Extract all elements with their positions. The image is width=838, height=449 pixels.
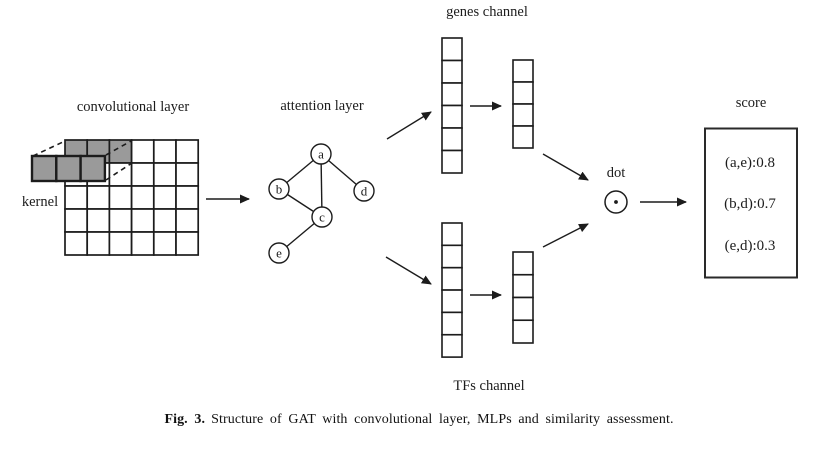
cell	[154, 163, 176, 186]
cell	[87, 186, 109, 209]
cell	[176, 163, 198, 186]
attention-graph-edges	[279, 154, 364, 253]
dot-product-icon	[605, 191, 627, 213]
tfs-channel-label: TFs channel	[453, 378, 525, 394]
tfs-long-vector	[442, 223, 462, 357]
cell	[87, 232, 109, 255]
cell	[109, 140, 131, 163]
arrow-attention-to-genes	[387, 112, 431, 139]
cell	[56, 156, 80, 181]
cell	[442, 223, 462, 245]
genes-short-vector	[513, 60, 533, 148]
cell	[132, 232, 154, 255]
cell	[442, 83, 462, 106]
graph-node-a	[311, 144, 331, 164]
cell	[442, 268, 462, 290]
conv-layer-title: convolutional layer	[76, 99, 190, 115]
cell	[132, 163, 154, 186]
cell	[87, 209, 109, 232]
genes-long-vector	[442, 38, 462, 173]
cell	[65, 209, 87, 232]
cell	[176, 209, 198, 232]
cell	[442, 61, 462, 84]
cell	[513, 126, 533, 148]
cell	[513, 60, 533, 82]
cell	[132, 209, 154, 232]
cell	[513, 298, 533, 321]
graph-node-b	[269, 179, 289, 199]
cell	[132, 186, 154, 209]
dot-label: dot	[606, 165, 626, 181]
cell	[176, 232, 198, 255]
conv-kernel	[32, 156, 105, 181]
cell	[513, 252, 533, 275]
cell	[109, 232, 131, 255]
figure-caption	[0, 412, 838, 428]
cell	[513, 275, 533, 298]
score-entry-2: (b,d):0.7	[724, 196, 776, 212]
cell	[81, 156, 105, 181]
graph-node-c	[312, 207, 332, 227]
cell	[442, 106, 462, 129]
cell	[442, 128, 462, 151]
arrow-genes-to-dot	[543, 154, 588, 180]
attention-layer-title: attention layer	[280, 98, 364, 114]
cell	[154, 209, 176, 232]
cell	[109, 163, 131, 186]
arrow-attention-to-tfs	[386, 257, 431, 284]
figure-caption-number: Fig. 3.	[164, 412, 206, 427]
score-title: score	[735, 95, 767, 111]
cell	[32, 156, 56, 181]
cell	[154, 140, 176, 163]
score-entry-3: (e,d):0.3	[724, 238, 776, 254]
node-a-label: a	[318, 146, 324, 162]
kernel-label: kernel	[21, 194, 59, 210]
cell	[442, 335, 462, 357]
node-d-label: d	[360, 183, 368, 199]
node-b-label: b	[275, 181, 283, 197]
cell	[442, 151, 462, 174]
cell	[65, 232, 87, 255]
cell	[513, 82, 533, 104]
cell	[442, 312, 462, 334]
cell	[109, 209, 131, 232]
node-c-label: c	[319, 209, 325, 225]
cell	[442, 38, 462, 61]
cell	[154, 186, 176, 209]
genes-channel-label: genes channel	[446, 4, 528, 20]
graph-node-d	[354, 181, 374, 201]
cell	[442, 290, 462, 312]
tfs-short-vector	[513, 252, 533, 343]
figure-caption-text: Structure of GAT with convolutional layer, MLPs and similarity assessment.	[211, 412, 674, 427]
cell	[513, 320, 533, 343]
cell	[65, 186, 87, 209]
cell	[442, 245, 462, 267]
cell	[176, 186, 198, 209]
score-entry-1: (a,e):0.8	[725, 155, 775, 171]
graph-node-e	[269, 243, 289, 263]
cell	[154, 232, 176, 255]
arrow-tfs-to-dot	[543, 224, 588, 247]
cell	[513, 104, 533, 126]
node-e-label: e	[276, 245, 282, 261]
cell	[176, 140, 198, 163]
cell	[109, 186, 131, 209]
cell	[132, 140, 154, 163]
